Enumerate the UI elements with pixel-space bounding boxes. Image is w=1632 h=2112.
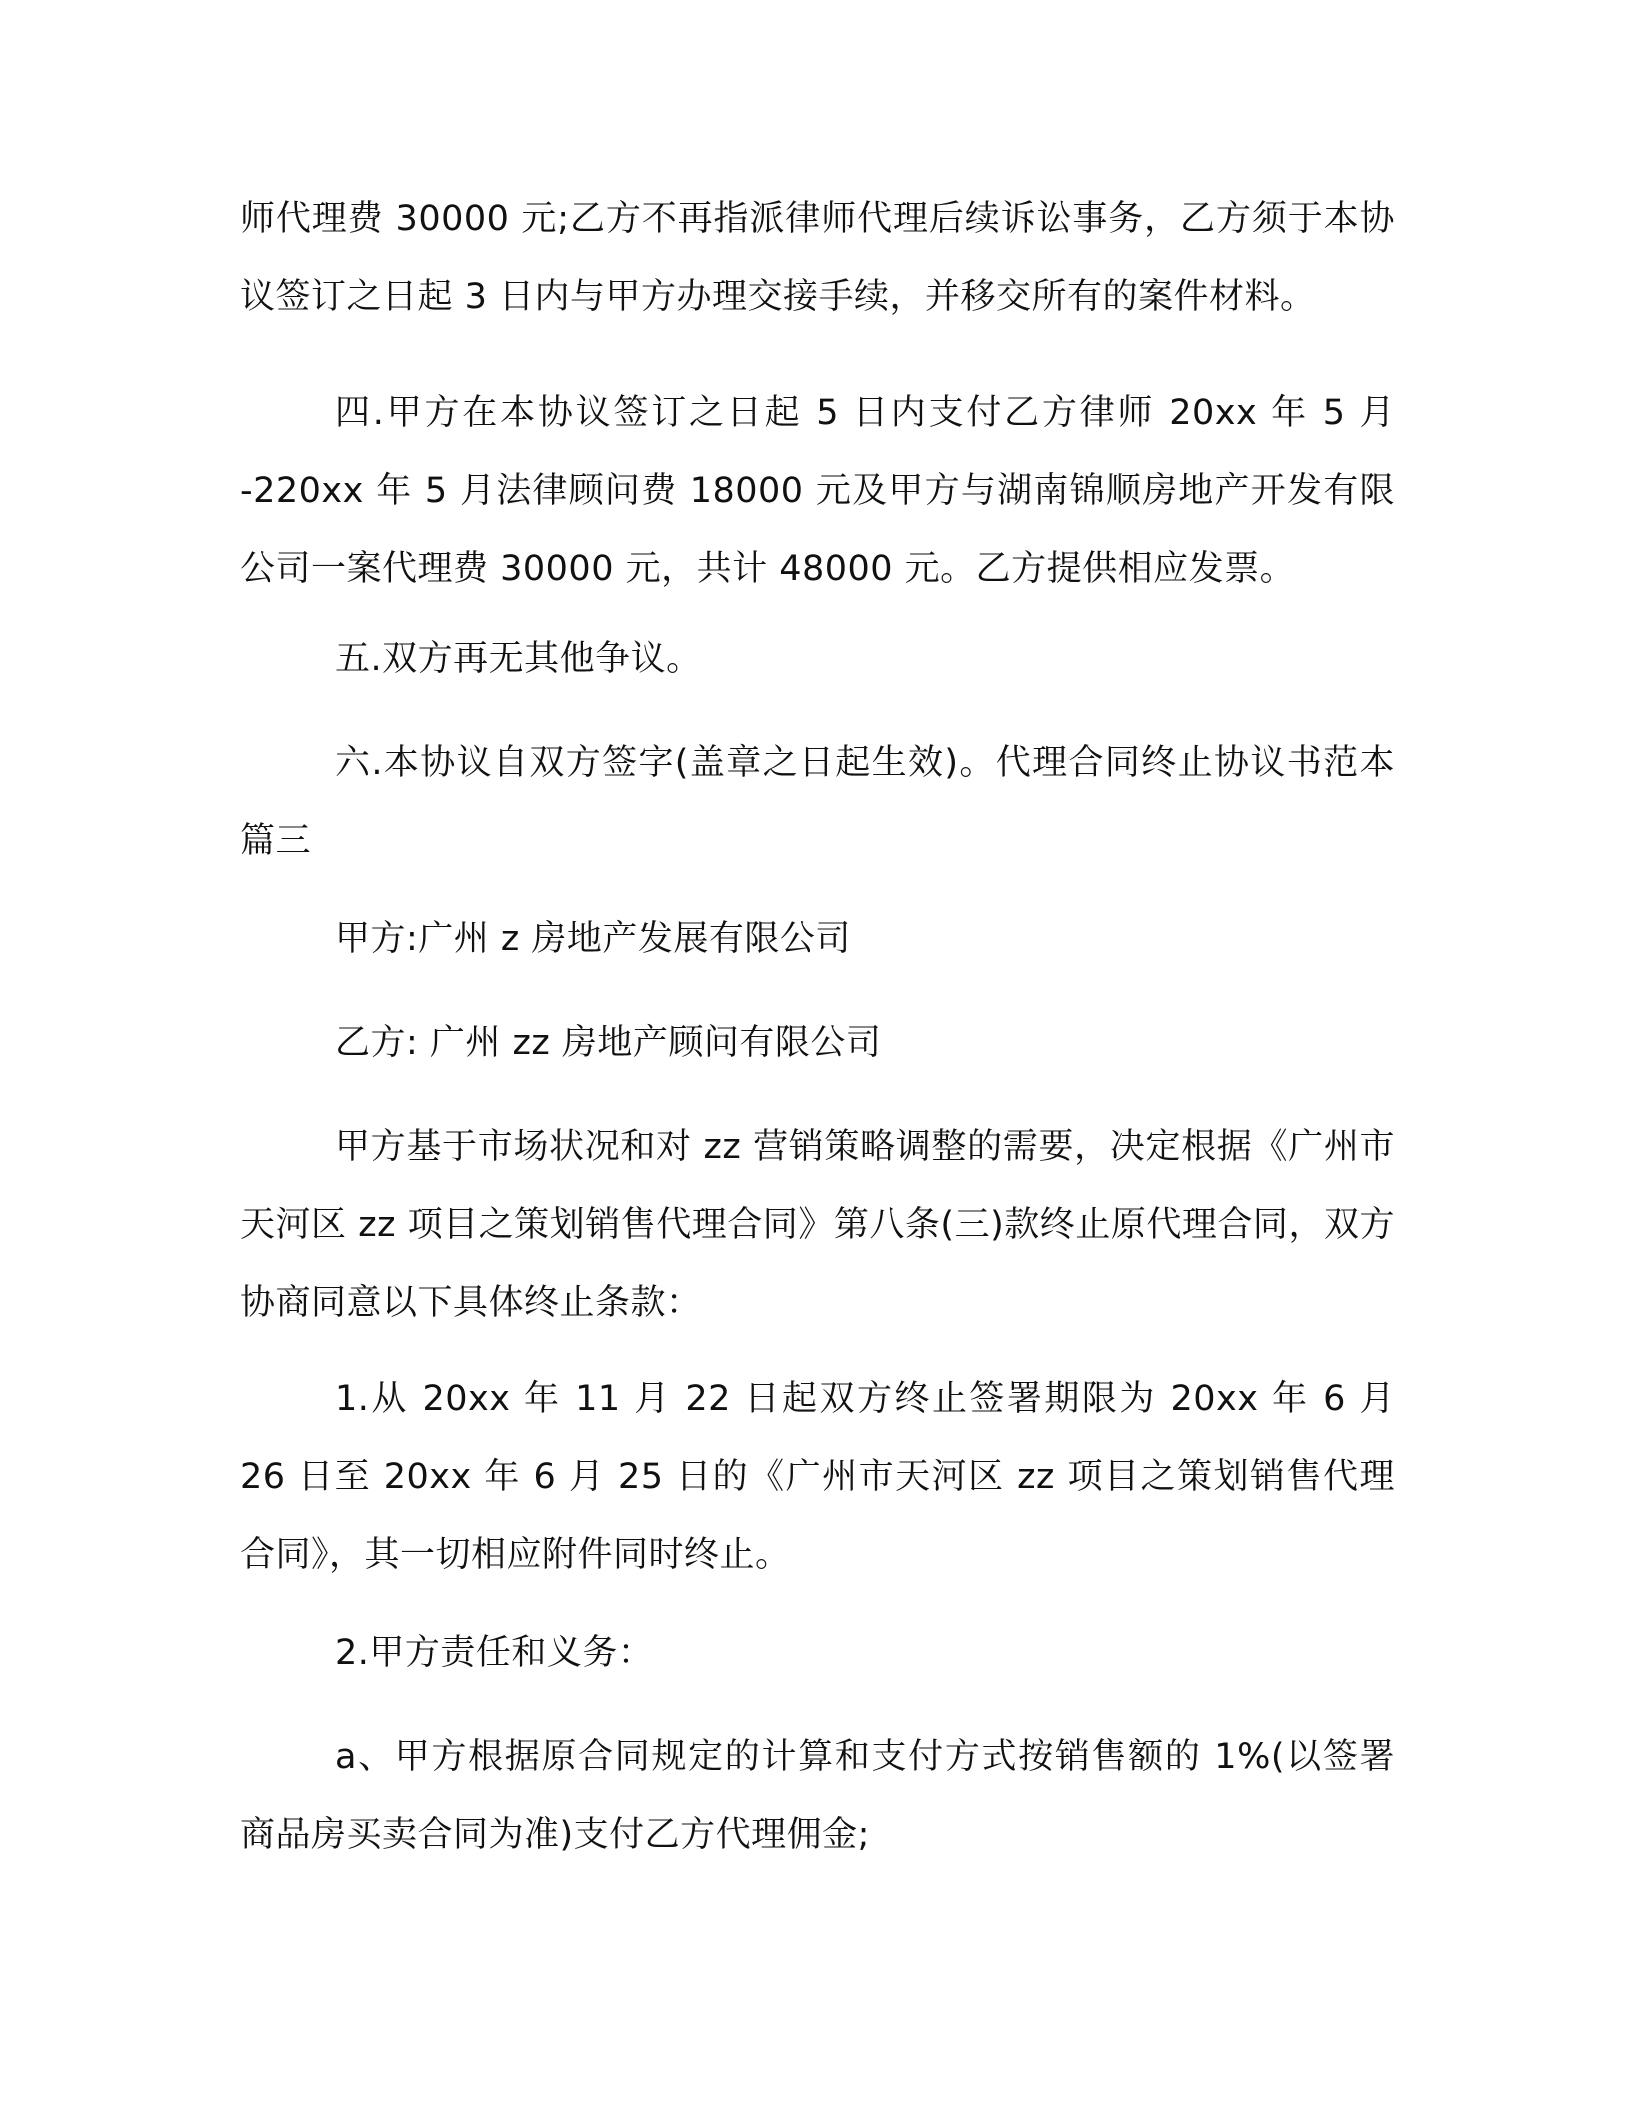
paragraph-clause-5: 五.双方再无其他争议。 <box>335 639 702 679</box>
paragraph-clause-4: 四.甲方在本协议签订之日起 5 日内支付乙方律师 20xx 年 5 月 -220xx 年 5 月法律顾问费 18000 元及甲方与湖南锦顺房地产开发有限公司一案代理费 30000 元，共计 48000 元。乙方提供相应发票。 <box>240 393 1395 589</box>
paragraph-party-a: 甲方:广州 z 房地产发展有限公司 <box>335 919 851 959</box>
paragraph-term-2a: a、甲方根据原合同规定的计算和支付方式按销售额的 1%(以签署商品房买卖合同为准)支付乙方代理佣金; <box>240 1737 1395 1855</box>
paragraph-continuation: 师代理费 30000 元;乙方不再指派律师代理后续诉讼事务，乙方须于本协议签订之日起 3 日内与甲方办理交接手续，并移交所有的案件材料。 <box>240 199 1395 317</box>
paragraph-term-2: 2.甲方责任和义务： <box>335 1633 654 1673</box>
paragraph-clause-6: 六.本协议自双方签字(盖章之日起生效)。代理合同终止协议书范本篇三 <box>240 743 1395 861</box>
paragraph-preamble: 甲方基于市场状况和对 zz 营销策略调整的需要，决定根据《广州市天河区 zz 项目之策划销售代理合同》第八条(三)款终止原代理合同，双方协商同意以下具体终止条款： <box>240 1127 1395 1323</box>
paragraph-term-1: 1.从 20xx 年 11 月 22 日起双方终止签署期限为 20xx 年 6 月 26 日至 20xx 年 6 月 25 日的《广州市天河区 zz 项目之策划销售代理合同》，其一切相应附件同时终止。 <box>240 1379 1395 1575</box>
paragraph-party-b: 乙方: 广州 zz 房地产顾问有限公司 <box>335 1023 882 1063</box>
